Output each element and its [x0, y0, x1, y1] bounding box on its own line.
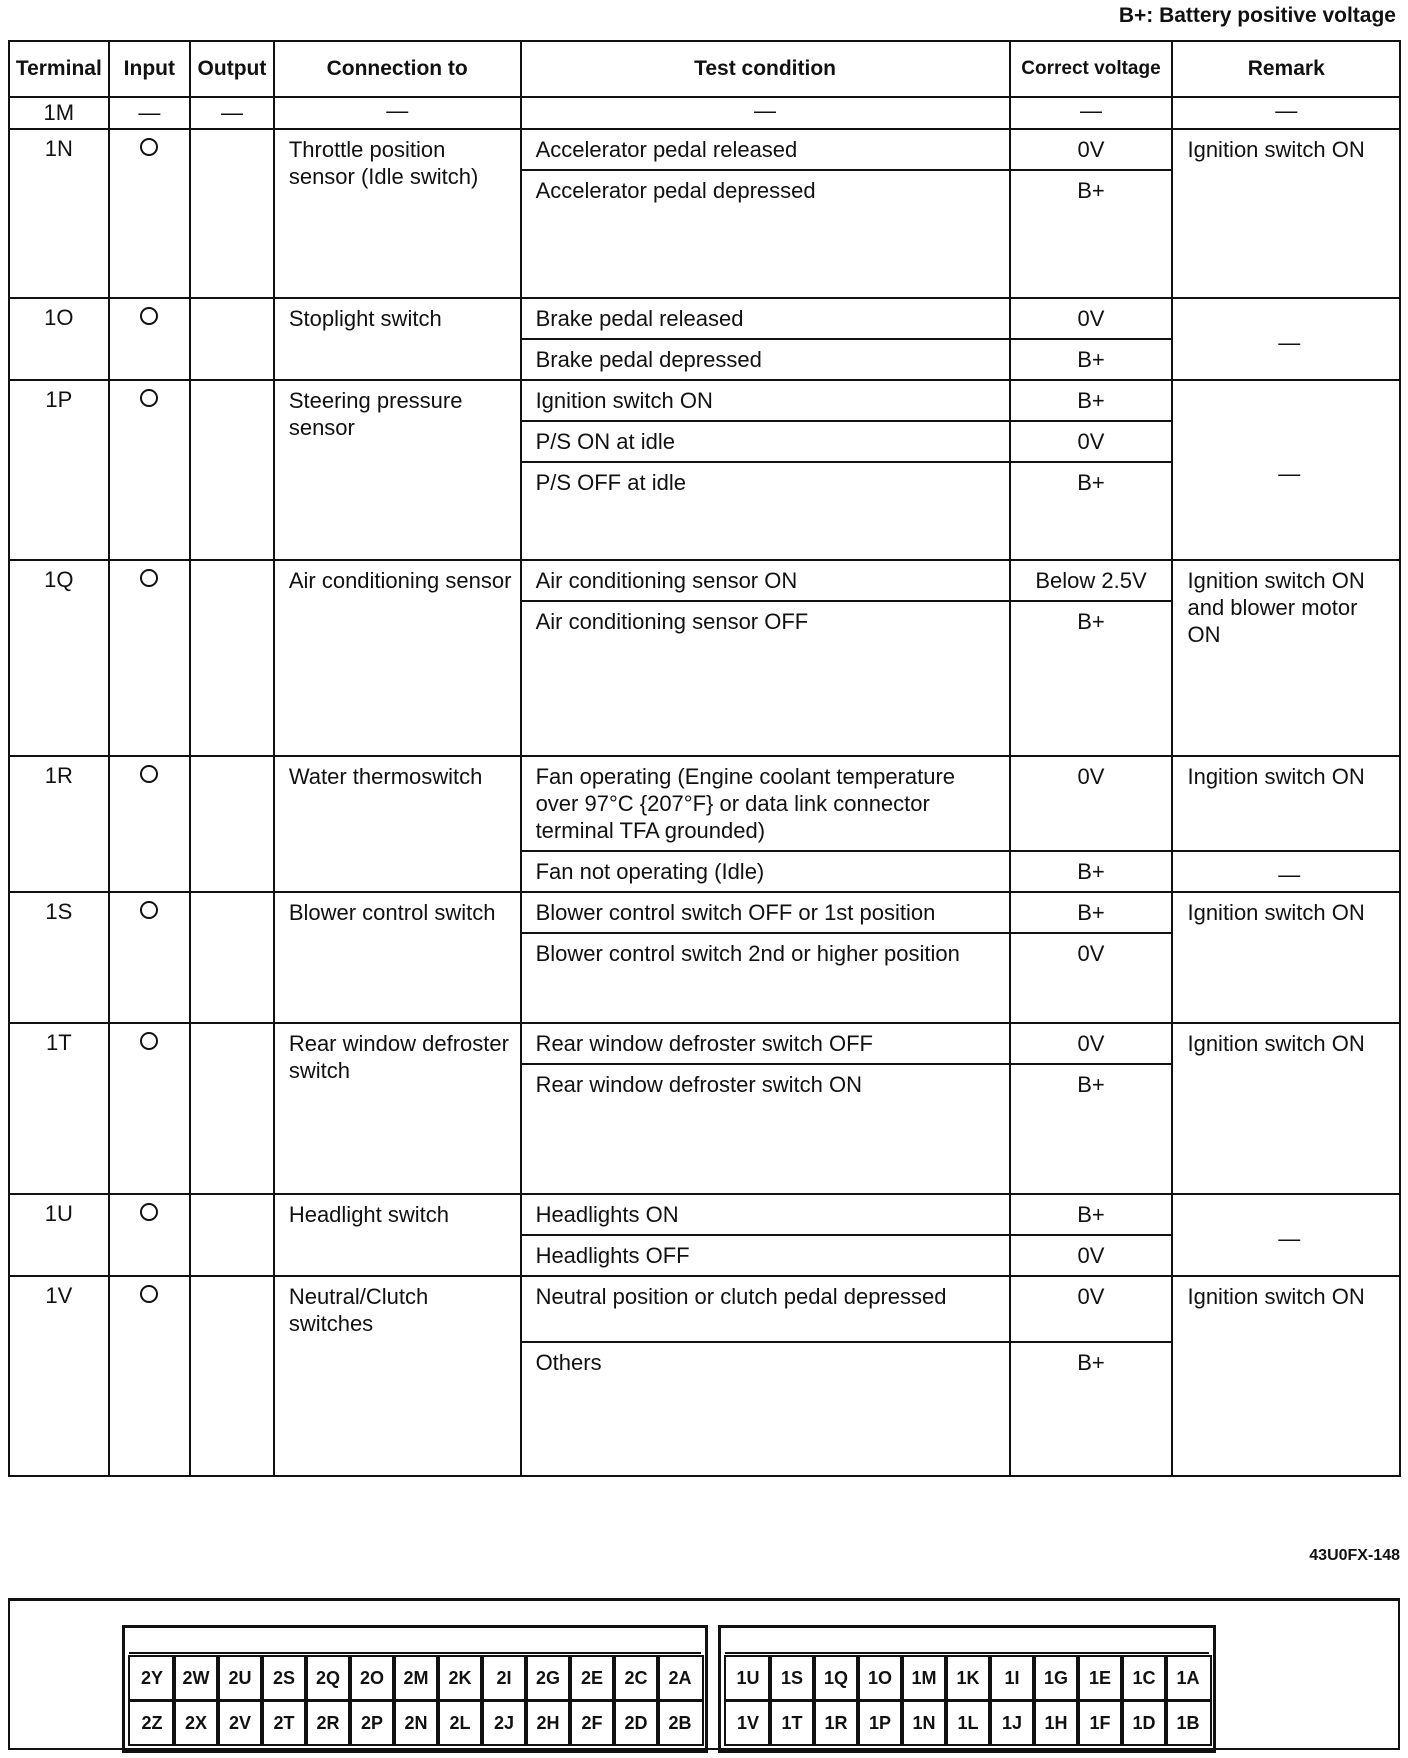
header-connection: Connection to — [274, 41, 521, 97]
condition-cell: Ignition switch ON — [521, 380, 1010, 421]
condition-cell: Headlights OFF — [521, 1235, 1010, 1276]
condition-cell: Blower control switch 2nd or higher position — [521, 933, 1010, 1023]
connection-cell: Rear window defroster switch — [274, 1023, 521, 1194]
pin-grid-1 — [725, 1656, 1209, 1746]
connector-pin: 1O — [856, 1655, 904, 1701]
table-row — [9, 1023, 1400, 1064]
connector-diagram — [122, 1625, 1216, 1753]
output-cell — [190, 380, 274, 560]
connector-pin: 1A — [1164, 1655, 1212, 1701]
connection-cell: Water thermoswitch — [274, 756, 521, 892]
connection-cell: Blower control switch — [274, 892, 521, 1023]
connector-pin: 2Y — [128, 1655, 176, 1701]
connector-pin: 2Z — [128, 1700, 176, 1746]
connector-pin: 1H — [1032, 1700, 1080, 1746]
input-circle-icon — [140, 138, 158, 156]
voltage-cell: B+ — [1010, 462, 1173, 560]
connector-pin: 2J — [480, 1700, 528, 1746]
input-circle-icon — [140, 1203, 158, 1221]
connector-half-1 — [718, 1625, 1216, 1753]
table-row — [9, 1276, 1400, 1342]
connector-pin: 2K — [436, 1655, 484, 1701]
figure-code: 43U0FX-148 — [1309, 1547, 1400, 1564]
remark-cell: Ignition switch ON — [1172, 892, 1400, 1023]
table-row — [9, 380, 1400, 421]
voltage-cell: B+ — [1010, 1342, 1173, 1476]
remark-cell: Ignition switch ON — [1172, 1023, 1400, 1194]
voltage-cell: B+ — [1010, 601, 1173, 756]
input-circle-icon — [140, 901, 158, 919]
connection-cell: Throttle position sensor (Idle switch) — [274, 129, 521, 298]
input-cell: — — [109, 97, 190, 129]
pin-grid-2 — [129, 1656, 701, 1746]
condition-cell: Others — [521, 1342, 1010, 1476]
condition-cell: Brake pedal released — [521, 298, 1010, 339]
connector-pin: 2L — [436, 1700, 484, 1746]
remark-cell: Ignition switch ON — [1172, 129, 1400, 298]
condition-cell: Accelerator pedal depressed — [521, 170, 1010, 298]
connector-pin: 2B — [656, 1700, 704, 1746]
terminal-cell: 1M — [9, 97, 109, 129]
voltage-cell: 0V — [1010, 298, 1173, 339]
connector-key — [725, 1632, 1209, 1654]
input-cell — [109, 1194, 190, 1276]
connector-pin: 1M — [900, 1655, 948, 1701]
connector-pin: 2N — [392, 1700, 440, 1746]
connection-cell: — — [274, 97, 521, 129]
voltage-cell: 0V — [1010, 756, 1173, 851]
connector-pin: 2H — [524, 1700, 572, 1746]
remark-cell: — — [1172, 97, 1400, 129]
io-check-table — [8, 40, 1401, 1477]
header-output: Output — [190, 41, 274, 97]
connector-pin: 1E — [1076, 1655, 1124, 1701]
connector-pin: 2X — [172, 1700, 220, 1746]
header-input: Input — [109, 41, 190, 97]
connector-pin: 1U — [724, 1655, 772, 1701]
connector-pin: 1P — [856, 1700, 904, 1746]
input-cell — [109, 560, 190, 756]
connector-pin: 2O — [348, 1655, 396, 1701]
terminal-cell: 1N — [9, 129, 109, 298]
connector-pin: 2P — [348, 1700, 396, 1746]
connector-pin: 2W — [172, 1655, 220, 1701]
voltage-cell: B+ — [1010, 170, 1173, 298]
voltage-cell: — — [1010, 97, 1173, 129]
output-cell — [190, 560, 274, 756]
input-cell — [109, 756, 190, 892]
input-cell — [109, 1023, 190, 1194]
connector-pin: 1L — [944, 1700, 992, 1746]
connector-pin: 1Q — [812, 1655, 860, 1701]
condition-cell: Air conditioning sensor ON — [521, 560, 1010, 601]
voltage-cell: 0V — [1010, 1023, 1173, 1064]
condition-cell: Air conditioning sensor OFF — [521, 601, 1010, 756]
voltage-cell: 0V — [1010, 129, 1173, 170]
voltage-cell: Below 2.5V — [1010, 560, 1173, 601]
table-row — [9, 560, 1400, 601]
connection-cell: Neutral/Clutch switches — [274, 1276, 521, 1476]
input-circle-icon — [140, 1285, 158, 1303]
input-circle-icon — [140, 1032, 158, 1050]
condition-cell: Neutral position or clutch pedal depressed — [521, 1276, 1010, 1342]
voltage-cell: 0V — [1010, 1276, 1173, 1342]
connector-pin: 1S — [768, 1655, 816, 1701]
connector-pin: 2A — [656, 1655, 704, 1701]
input-circle-icon — [140, 307, 158, 325]
condition-cell: Accelerator pedal released — [521, 129, 1010, 170]
table-row — [9, 129, 1400, 170]
header-terminal: Terminal — [9, 41, 109, 97]
output-cell — [190, 1023, 274, 1194]
connector-key — [129, 1632, 701, 1654]
condition-cell: Headlights ON — [521, 1194, 1010, 1235]
terminal-cell: 1S — [9, 892, 109, 1023]
connector-pin: 2G — [524, 1655, 572, 1701]
output-cell — [190, 1194, 274, 1276]
header-row — [9, 41, 1400, 97]
connection-cell: Headlight switch — [274, 1194, 521, 1276]
input-circle-icon — [140, 765, 158, 783]
header-condition: Test condition — [521, 41, 1010, 97]
input-cell — [109, 892, 190, 1023]
voltage-cell: B+ — [1010, 339, 1173, 380]
connector-pin: 2D — [612, 1700, 660, 1746]
terminal-cell: 1T — [9, 1023, 109, 1194]
remark-cell: Ingition switch ON — [1172, 756, 1400, 851]
terminal-cell: 1R — [9, 756, 109, 892]
condition-cell: P/S OFF at idle — [521, 462, 1010, 560]
connector-pin: 2T — [260, 1700, 308, 1746]
legend: B+: Battery positive voltage — [1118, 4, 1396, 27]
condition-cell: Blower control switch OFF or 1st position — [521, 892, 1010, 933]
terminal-cell: 1V — [9, 1276, 109, 1476]
connector-pin: 1D — [1120, 1700, 1168, 1746]
table-row — [9, 298, 1400, 339]
voltage-cell: B+ — [1010, 380, 1173, 421]
voltage-cell: 0V — [1010, 933, 1173, 1023]
input-cell — [109, 1276, 190, 1476]
terminal-cell: 1P — [9, 380, 109, 560]
terminal-cell: 1U — [9, 1194, 109, 1276]
terminal-cell: 1O — [9, 298, 109, 380]
remark-cell: — — [1172, 851, 1400, 892]
connector-pin: 1C — [1120, 1655, 1168, 1701]
condition-cell: Fan operating (Engine coolant temperature over 97°C {207°F} or data link connector terminal TFA grounded) — [521, 756, 1010, 851]
connector-pin: 2V — [216, 1700, 264, 1746]
table-row — [9, 97, 1400, 129]
connector-pin: 2I — [480, 1655, 528, 1701]
condition-cell: P/S ON at idle — [521, 421, 1010, 462]
connector-pin: 1I — [988, 1655, 1036, 1701]
output-cell — [190, 756, 274, 892]
condition-cell: Brake pedal depressed — [521, 339, 1010, 380]
remark-cell: Ignition switch ON — [1172, 1276, 1400, 1476]
output-cell — [190, 129, 274, 298]
connector-pin: 1J — [988, 1700, 1036, 1746]
remark-cell: — — [1172, 1194, 1400, 1276]
condition-cell: Rear window defroster switch OFF — [521, 1023, 1010, 1064]
connector-pin: 2M — [392, 1655, 440, 1701]
input-cell — [109, 129, 190, 298]
connector-pin: 2E — [568, 1655, 616, 1701]
voltage-cell: B+ — [1010, 1194, 1173, 1235]
output-cell: — — [190, 97, 274, 129]
terminal-cell: 1Q — [9, 560, 109, 756]
voltage-cell: 0V — [1010, 421, 1173, 462]
connection-cell: Steering pressure sensor — [274, 380, 521, 560]
connector-pin: 1V — [724, 1700, 772, 1746]
connector-pin: 1K — [944, 1655, 992, 1701]
connection-cell: Air conditioning sensor — [274, 560, 521, 756]
connector-pin: 1F — [1076, 1700, 1124, 1746]
voltage-cell: B+ — [1010, 851, 1173, 892]
connector-pin: 1R — [812, 1700, 860, 1746]
header-voltage: Correct voltage — [1010, 41, 1173, 97]
connector-pin: 2C — [612, 1655, 660, 1701]
connector-pin: 2U — [216, 1655, 264, 1701]
remark-cell: — — [1172, 298, 1400, 380]
voltage-cell: 0V — [1010, 1235, 1173, 1276]
output-cell — [190, 1276, 274, 1476]
table-row — [9, 756, 1400, 851]
connector-pin: 1T — [768, 1700, 816, 1746]
remark-cell: — — [1172, 380, 1400, 560]
connector-pin: 2F — [568, 1700, 616, 1746]
connection-cell: Stoplight switch — [274, 298, 521, 380]
condition-cell: Rear window defroster switch ON — [521, 1064, 1010, 1194]
connector-pin: 2R — [304, 1700, 352, 1746]
connector-pin: 1G — [1032, 1655, 1080, 1701]
condition-cell: Fan not operating (Idle) — [521, 851, 1010, 892]
table-row — [9, 1194, 1400, 1235]
connector-pin: 1N — [900, 1700, 948, 1746]
voltage-cell: B+ — [1010, 1064, 1173, 1194]
remark-cell: Ignition switch ON and blower motor ON — [1172, 560, 1400, 756]
output-cell — [190, 298, 274, 380]
voltage-cell: B+ — [1010, 892, 1173, 933]
output-cell — [190, 892, 274, 1023]
connector-pin: 1B — [1164, 1700, 1212, 1746]
connector-pin: 2S — [260, 1655, 308, 1701]
condition-cell: — — [521, 97, 1010, 129]
table-row — [9, 892, 1400, 933]
header-remark: Remark — [1172, 41, 1400, 97]
input-cell — [109, 380, 190, 560]
input-cell — [109, 298, 190, 380]
input-circle-icon — [140, 569, 158, 587]
connector-half-2 — [122, 1625, 708, 1753]
connector-pin: 2Q — [304, 1655, 352, 1701]
input-circle-icon — [140, 389, 158, 407]
